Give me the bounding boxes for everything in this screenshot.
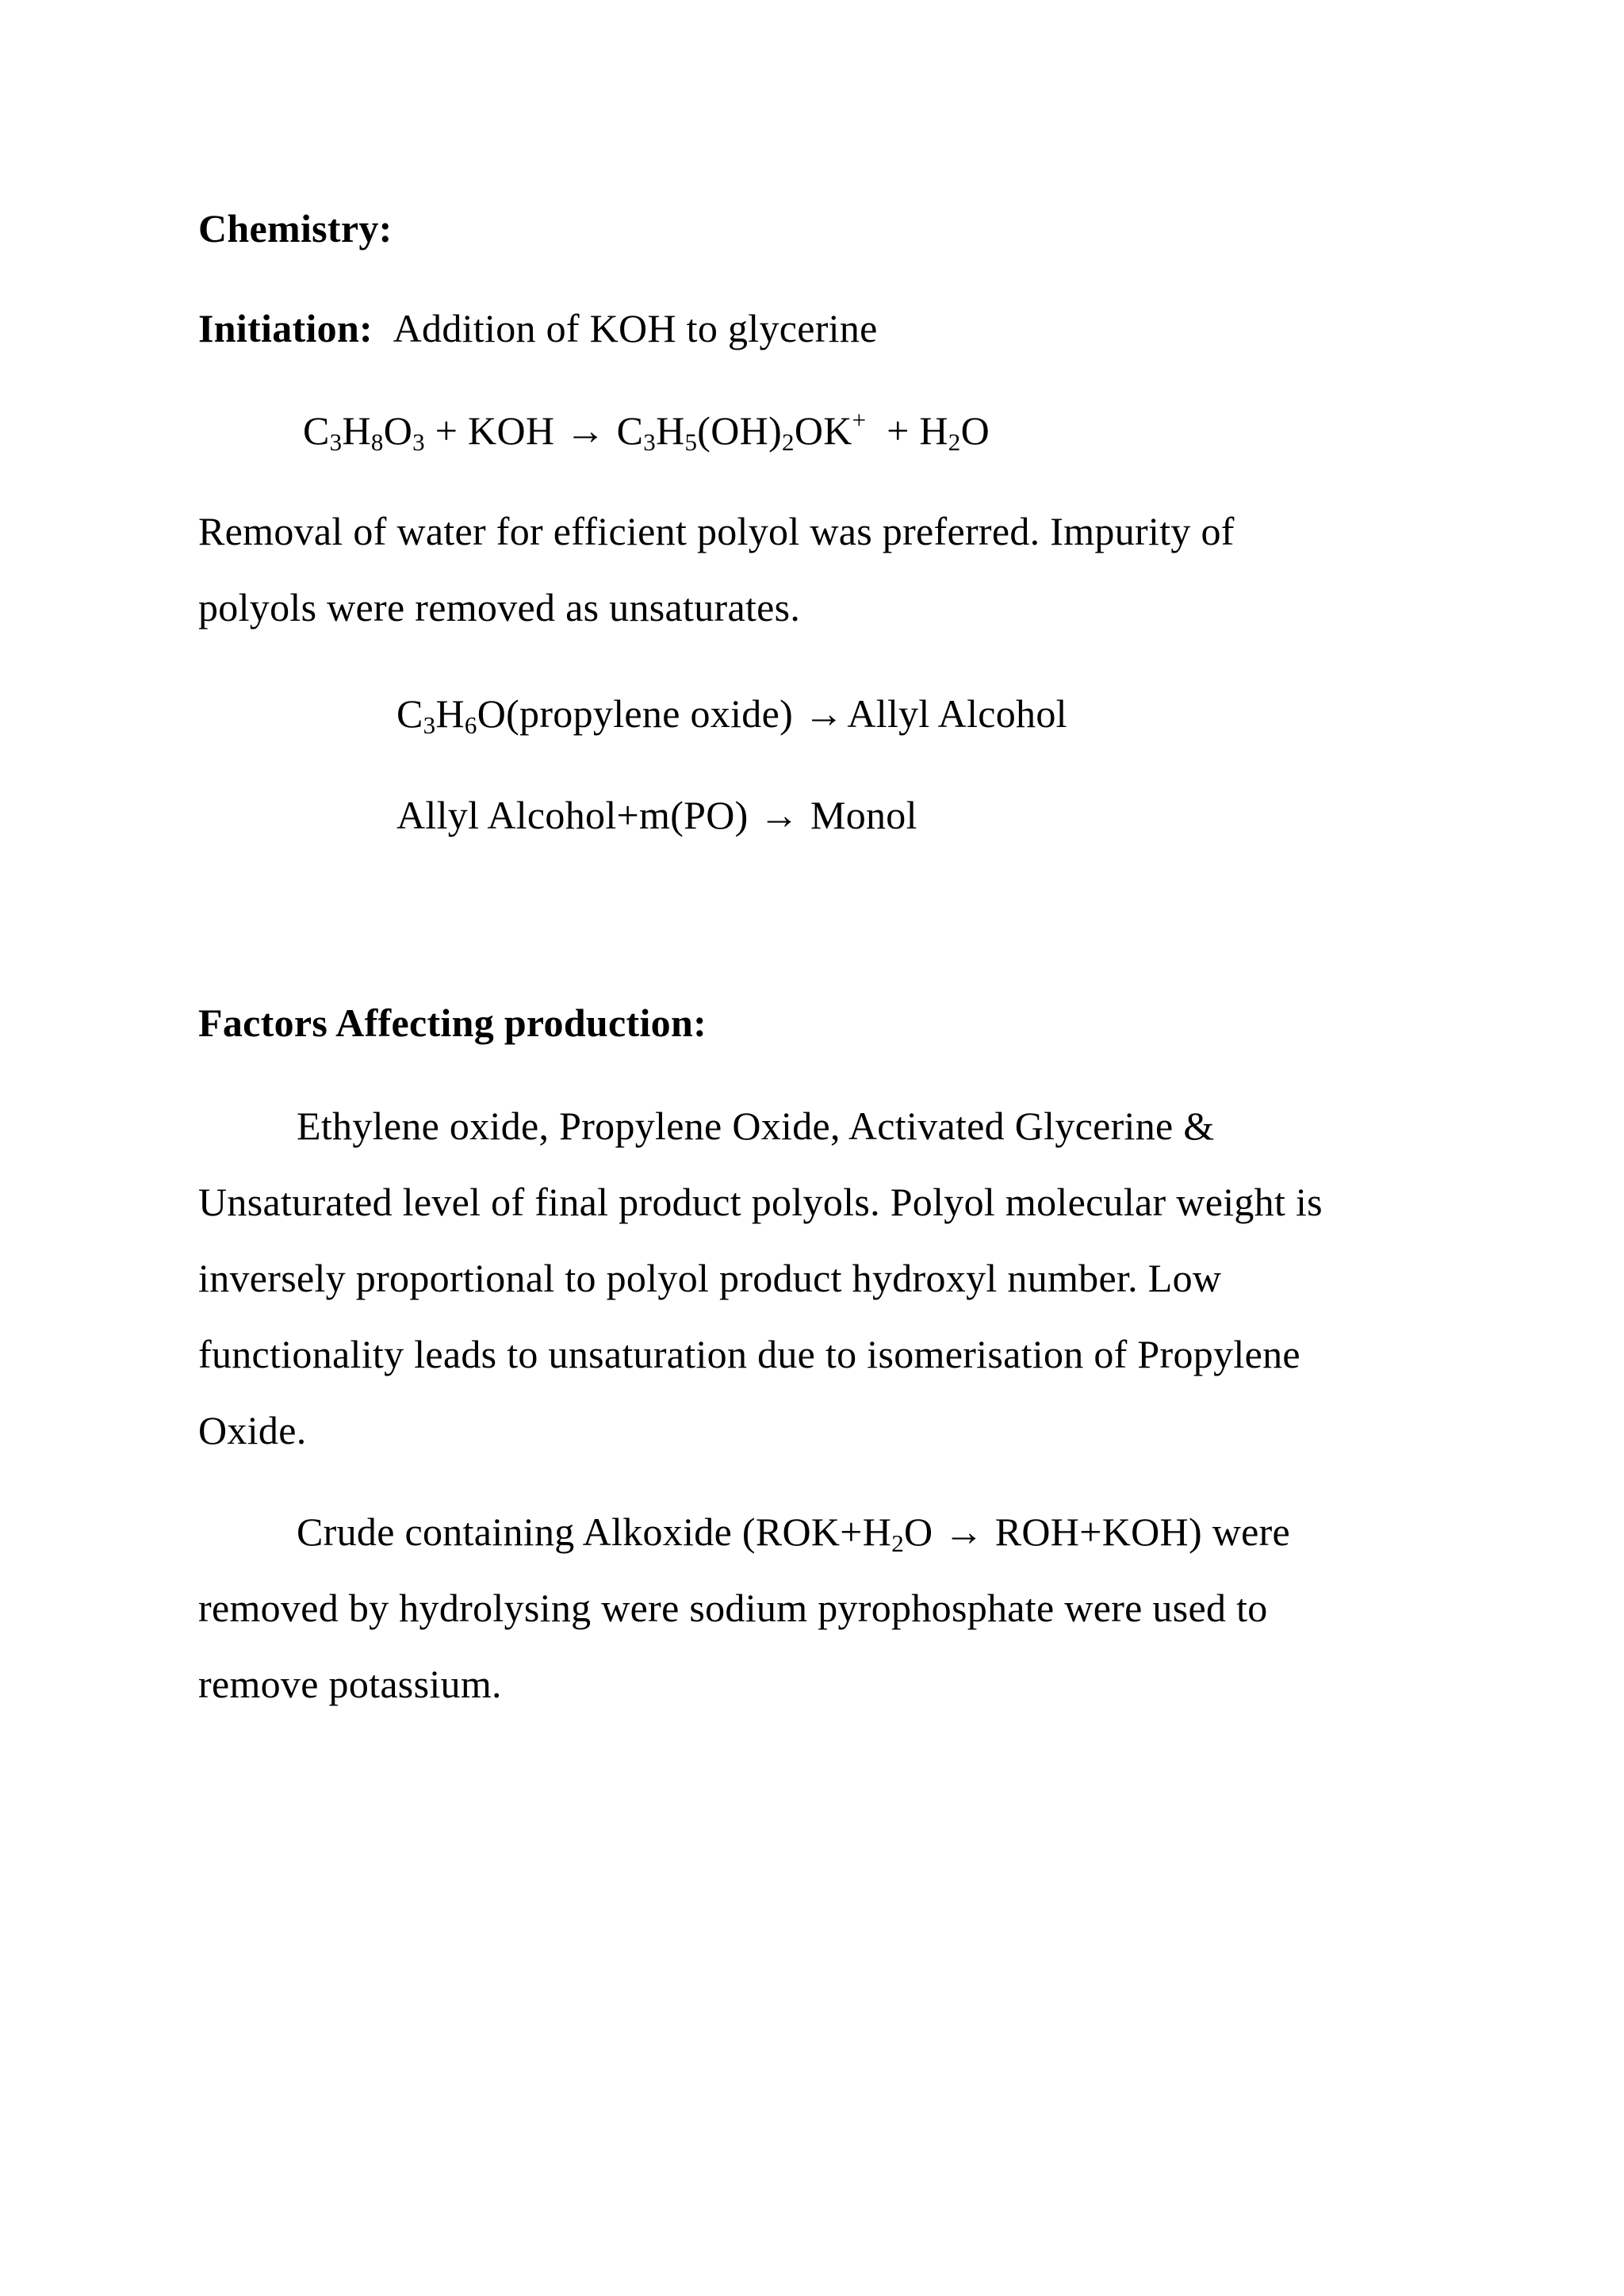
paragraph-removal-line: Removal of water for efficient polyol was preferred. Impurity of	[198, 509, 1235, 553]
paragraph-factors-line: Oxide.	[198, 1408, 307, 1452]
paragraph-crude-line: removed by hydrolysing were sodium pyrophosphate were used to	[198, 1586, 1268, 1630]
arrow-icon: →	[759, 793, 799, 837]
initiation-line	[198, 304, 878, 352]
heading-factors: Factors Affecting production:	[198, 1001, 707, 1045]
equation-propylene-oxide: $C_3H_6O(propylene$ oxide) →Allyl Alcohol	[396, 691, 1067, 739]
initiation-text: Addition of KOH to glycerine	[393, 306, 878, 350]
paragraph-crude-line: Crude containing Alkoxide $(ROK+H_2O \to ROH+KOH)$ were	[297, 1510, 1291, 1557]
paragraph-crude-line: remove potassium.	[198, 1662, 502, 1706]
arrow-icon: →	[944, 1510, 984, 1554]
arrow-icon: →	[565, 408, 606, 453]
equation-monol: Allyl Alcohol+m(PO) → Monol	[396, 793, 917, 837]
paragraph-factors-line: Unsaturated level of final product polyols. Polyol molecular weight is	[198, 1180, 1323, 1224]
paragraph-factors-line: inversely proportional to polyol product hydroxyl number. Low	[198, 1256, 1222, 1300]
paragraph-factors-line: functionality leads to unsaturation due to isomerisation of Propylene	[198, 1332, 1300, 1376]
paragraph-factors-line: Ethylene oxide, Propylene Oxide, Activated Glycerine &	[297, 1104, 1215, 1148]
initiation-label: Initiation:	[198, 306, 373, 350]
equation-initiation: $C_3H_8O_3$ + KOH → $C_3H_5(OH)_2OK^+ + H_2O$	[303, 406, 990, 456]
paragraph-removal-line: polyols were removed as unsaturates.	[198, 585, 801, 629]
heading-chemistry: Chemistry:	[198, 206, 393, 251]
arrow-icon: →	[804, 691, 845, 736]
